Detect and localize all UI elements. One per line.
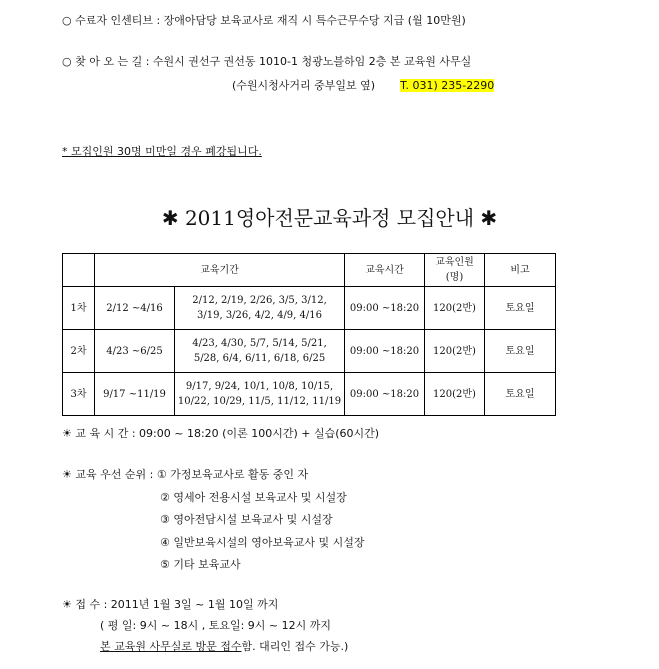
term-cell: 3차 <box>63 373 95 416</box>
dates-line: 10/22, 10/29, 11/5, 11/12, 11/19 <box>177 396 342 407</box>
hours-text: ☀ 교 육 시 간 : 09:00 ~ 18:20 (이론 100시간) + 실습(60시간) <box>62 427 380 440</box>
location-landmark: (수원시청사거리 중부일보 옆) <box>232 79 376 92</box>
reception-hours: ( 평 일: 9시 ~ 18시 , 토요일: 9시 ~ 12시 까지 <box>100 619 331 632</box>
dates-line: 5/28, 6/4, 6/11, 6/18, 6/25 <box>193 353 326 364</box>
note-cell: 토요일 <box>485 373 556 416</box>
range-cell: 9/17 ~11/19 <box>95 373 175 416</box>
note-cell: 토요일 <box>485 330 556 373</box>
header-capacity-line1: 교육인원 <box>435 257 474 268</box>
header-note: 비고 <box>485 254 556 287</box>
header-capacity <box>425 254 485 287</box>
table-row <box>63 373 556 416</box>
header-capacity-line2: (명) <box>445 272 464 283</box>
dates-line: 3/19, 3/26, 4/2, 4/9, 4/16 <box>197 310 322 321</box>
dates-cell <box>175 330 345 373</box>
note-cell: 토요일 <box>485 287 556 330</box>
incentive-text: ○ 수료자 인센티브 : 장애아담당 보육교사로 재직 시 특수근무수당 지급 (월 10만원) <box>62 14 466 27</box>
priority-item: ① 가정보육교사로 활동 중인 자 <box>156 468 309 481</box>
reception-method-underlined: 본 교육원 사무실로 방문 접수 <box>100 640 242 653</box>
header-time: 교육시간 <box>345 254 425 287</box>
range-cell: 4/23 ~6/25 <box>95 330 175 373</box>
reception-method-rest: 함. 대리인 접수 가능.) <box>241 640 349 653</box>
priority-line <box>62 468 308 482</box>
table-row <box>63 330 556 373</box>
dates-cell <box>175 287 345 330</box>
term-cell: 1차 <box>63 287 95 330</box>
location-line <box>62 55 471 69</box>
capacity-cell: 120(2반) <box>425 287 485 330</box>
table-row <box>63 287 556 330</box>
location-detail-line <box>232 79 494 93</box>
header-blank <box>63 254 95 287</box>
location-label: ○ 찾 아 오 는 길 : <box>62 55 153 68</box>
dates-line: 2/12, 2/19, 2/26, 3/5, 3/12, <box>192 295 327 306</box>
priority-label: ☀ 교육 우선 순위 : <box>62 468 157 481</box>
priority-item: ④ 일반보육시설의 영아보육교사 및 시설장 <box>160 536 365 549</box>
schedule-table <box>62 253 556 416</box>
priority-item: ③ 영아전담시설 보육교사 및 시설장 <box>160 513 333 526</box>
capacity-cell: 120(2반) <box>425 330 485 373</box>
table-header-row <box>63 254 556 287</box>
priority-item: ⑤ 기타 보육교사 <box>160 558 241 571</box>
reception-method <box>100 640 348 654</box>
time-cell: 09:00 ~18:20 <box>345 373 425 416</box>
term-cell: 2차 <box>63 330 95 373</box>
time-cell: 09:00 ~18:20 <box>345 330 425 373</box>
priority-item: ② 영세아 전용시설 보육교사 및 시설장 <box>160 491 347 504</box>
location-address: 수원시 권선구 권선동 1010-1 청광노블하임 2층 본 교육원 사무실 <box>152 55 472 68</box>
page-title: ✱ 2011영아전문교육과정 모집안내 ✱ <box>161 206 498 230</box>
dates-line: 9/17, 9/24, 10/1, 10/8, 10/15, <box>185 381 334 392</box>
reception-line: ☀ 접 수 : 2011년 1월 3일 ~ 1월 10일 까지 <box>62 598 279 611</box>
range-cell: 2/12 ~4/16 <box>95 287 175 330</box>
time-cell: 09:00 ~18:20 <box>345 287 425 330</box>
capacity-cell: 120(2반) <box>425 373 485 416</box>
cancellation-notice: * 모집인원 30명 미만일 경우 폐강됩니다. <box>62 145 262 158</box>
phone-number: T. 031) 235-2290 <box>400 79 495 92</box>
dates-line: 4/23, 4/30, 5/7, 5/14, 5/21, <box>192 338 327 349</box>
dates-cell <box>175 373 345 416</box>
header-period: 교육기간 <box>95 254 345 287</box>
